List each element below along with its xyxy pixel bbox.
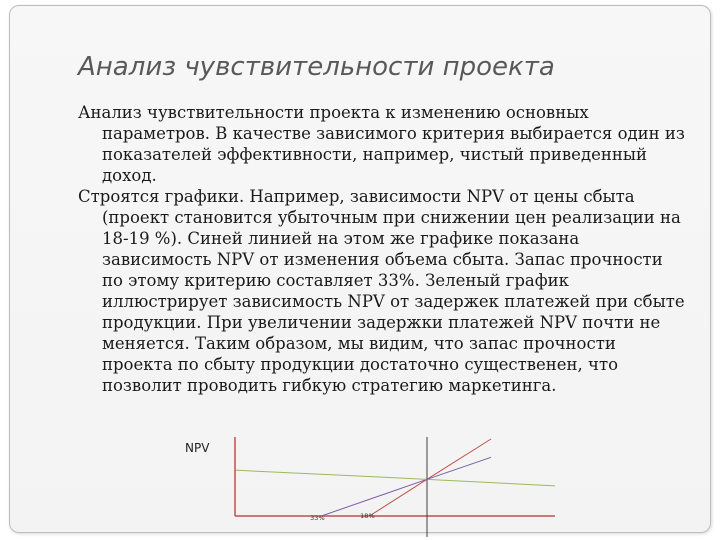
series-line-2 — [321, 457, 491, 516]
annotation-18-percent: 18% — [360, 512, 375, 520]
npv-chart-svg — [170, 437, 560, 537]
slide-title: Анализ чувствительности проекта — [78, 52, 555, 82]
series-line-3 — [235, 470, 555, 486]
annotation-33-percent: 33% — [310, 514, 325, 522]
paragraph-2: Строятся графики. Например, зависимости NPV от цены сбыта (проект становится убыточным при снижении цен реализации на 18-19 %). Синей линией на этом же графике показана зависимость NPV от изменения объема сбыта. Запас прочности по этому критерию составляет 33%. Зеленый график иллюстрирует зависимость NPV от задержек платежей при сбыте продукции. При увеличении задержки платежей NPV почти не меняется. Таким образом, мы видим, что запас прочности проекта по сбыту продукции достаточно существенен, что позволит проводить гибкую стратегию маркетинга. — [78, 187, 685, 395]
paragraph-1: Анализ чувствительности проекта к изменению основных параметров. В качестве зависимого критерия выбирается один из показателей эффективности, например, чистый приведенный доход. — [78, 103, 685, 185]
y-axis-label: NPV — [185, 441, 210, 455]
slide-body — [78, 102, 688, 396]
npv-chart — [170, 437, 560, 537]
